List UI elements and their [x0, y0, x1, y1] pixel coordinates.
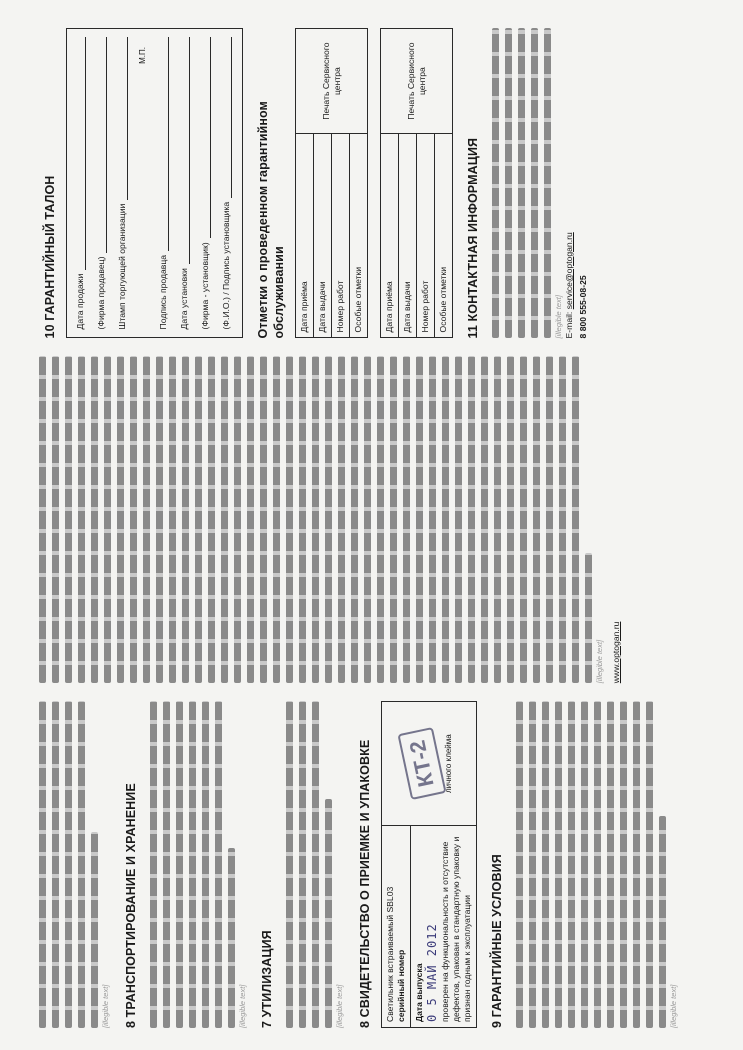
section-title-contacts: 11 КОНТАКТНАЯ ИНФОРМАЦИЯ	[466, 137, 481, 339]
column-middle	[36, 356, 721, 683]
acceptance-certificate-table	[381, 701, 477, 1028]
illegible-text-block: [illegible text]	[147, 701, 248, 1028]
service-stamp-cell: Печать Сервисного центра	[381, 29, 453, 134]
certificate-date-stamp: 0 5 МАЙ 2012	[424, 923, 439, 1022]
contact-phone: 8 800 555-08-25	[577, 275, 588, 339]
stamp-place-label: М.П.	[138, 47, 147, 64]
otk-stamp: КТ-2	[397, 727, 446, 800]
section-title-transport: 8 ТРАНСПОРТИРОВАНИЕ И ХРАНЕНИЕ	[123, 783, 138, 1028]
installer-signature-field: (Ф.И.О.) / Подпись установщика	[221, 37, 232, 329]
certificate-product-label: Светильник встраиваемый SBL03	[384, 886, 395, 1022]
illegible-text-block: [illegible text]	[36, 356, 605, 683]
sale-date-field: Дата продажи	[75, 37, 86, 329]
seller-firm-field: (Фирма продавец)	[96, 37, 107, 329]
certificate-date-cell	[410, 826, 476, 1028]
seller-stamp-field: Штамп торгующей организации	[117, 37, 128, 329]
certificate-note: проверен на функциональность и отсутствие дефектов, упакован в стандартную упаковку и признан годным к эксплуатации	[440, 836, 473, 1022]
certificate-serial-label: серийный номер	[395, 949, 406, 1022]
section-title-warranty-card: 10 ГАРАНТИЙНЫЙ ТАЛОН	[43, 175, 57, 339]
illegible-text-block: [illegible text]	[283, 701, 345, 1028]
warranty-card	[66, 28, 243, 338]
certificate-date-label: Дата выпуска	[413, 963, 424, 1022]
illegible-text-block: [illegible text]	[513, 701, 679, 1028]
contact-email[interactable]: E-mail: service@optogan.ru	[563, 232, 574, 339]
certificate-stamp-cell	[381, 702, 476, 826]
column-right	[36, 28, 721, 338]
service-record-table-1: Дата приёма Печать Сервисного центра Дата выдачи Номер работ Особые отметки	[295, 28, 368, 338]
install-date-field: Дата установки	[179, 37, 190, 329]
service-record-table-2: Дата приёма Печать Сервисного центра Дата выдачи Номер работ Особые отметки	[380, 28, 453, 338]
section-title-disposal: 7 УТИЛИЗАЦИЯ	[260, 930, 275, 1028]
installer-firm-field: (Фирма - установщик)	[200, 37, 211, 329]
certificate-sign-label: личного клейма	[443, 734, 453, 793]
column-left	[36, 701, 721, 1028]
certificate-product-cell	[381, 826, 410, 1028]
illegible-text-block: [illegible text]	[36, 701, 111, 1028]
contacts-block	[489, 28, 592, 338]
footer-site-link[interactable]: www.optogan.ru	[610, 621, 621, 684]
section-title-service-marks: Отметки о проведенном гарантийном обслуживании	[256, 101, 287, 339]
section-title-warranty-conditions: 9 ГАРАНТИЙНЫЕ УСЛОВИЯ	[490, 854, 505, 1028]
seller-signature-field: Подпись продавца	[158, 37, 169, 329]
illegible-text-block: [illegible text]	[489, 28, 564, 338]
section-title-acceptance-certificate: 8 СВИДЕТЕЛЬСТВО О ПРИЕМКЕ И УПАКОВКЕ	[357, 739, 372, 1028]
service-stamp-cell: Печать Сервисного центра	[296, 29, 368, 134]
